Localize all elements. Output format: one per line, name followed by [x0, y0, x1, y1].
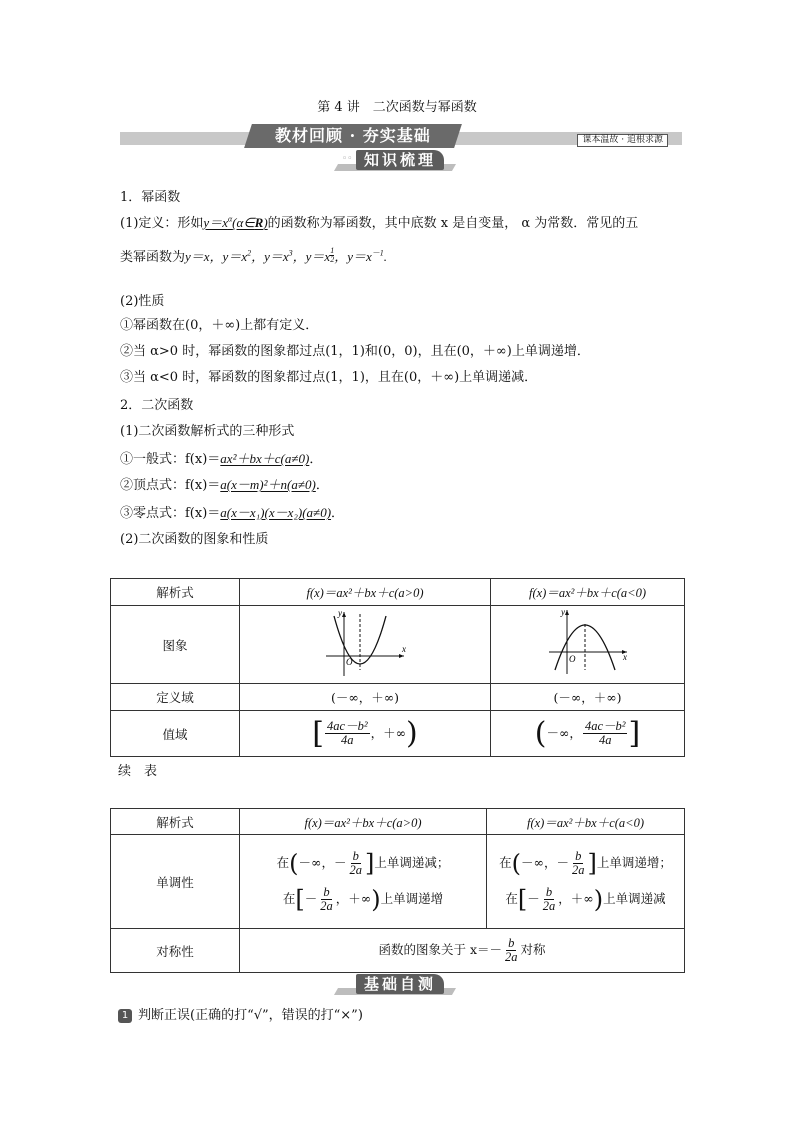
question-1: 1 判断正误(正确的打“√”，错误的打“×”) [118, 1004, 363, 1023]
page-title: 第 4 讲 二次函数与幂函数 [317, 100, 477, 115]
t1-h2: f(x)＝ax²＋bx＋c(a<0) [491, 579, 685, 606]
t1-graph-up [240, 606, 491, 684]
t1-r2: 定义域 [111, 684, 240, 711]
power-prop-2: ②当 α>0 时，幂函数的图象都过点(1，1)和(0，0)，且在(0，＋∞)上单调递增． [120, 344, 590, 359]
dots-icon: ◦◦ [342, 154, 353, 164]
t1-range-1: [ $\frac{\text{4ac－b²}}{4a}$ ，＋∞) [240, 711, 491, 757]
t1-graph-down [491, 606, 685, 684]
parabola-down-graph [543, 608, 633, 678]
t2-r1: 单调性 [111, 835, 240, 929]
t1-domain-2: (－∞，＋∞) [491, 684, 685, 711]
axis-x-label: x [402, 644, 406, 654]
power-props-heading: (2)性质 [120, 294, 165, 309]
parabola-up-graph [320, 608, 410, 678]
section-banner [120, 124, 682, 148]
section-tab-selftest: 基础自测 [336, 974, 456, 996]
t1-domain-1: (－∞，＋∞) [240, 684, 491, 711]
t2-h0: 解析式 [111, 809, 240, 835]
power-definition: (1)定义：形如$y=x^\alpha(\alpha\in R)$的函数称为幂函数，其中底数 x 是自变量， α 为常数．常见的五 [120, 214, 639, 231]
banner-right-label: 课本温故 · 追根求源 [577, 134, 668, 147]
banner-main: 教材回顾 · 夯实基础 [244, 124, 462, 148]
axis-y-label: y [338, 608, 342, 618]
t1-h0: 解析式 [111, 579, 240, 606]
power-prop-1: ①幂函数在(0，＋∞)上都有定义． [120, 318, 319, 333]
t2-r2: 对称性 [111, 929, 240, 973]
question-number-badge: 1 [118, 1009, 132, 1023]
power-def-formula: $y=x^\alpha(\alpha\in R)$ [203, 214, 268, 230]
quad-form-2: ②顶点式：f(x)＝a(x－m)²＋n(a≠0)． [120, 477, 329, 493]
power-heading: 1．幂函数 [120, 190, 181, 205]
section-tab-knowledge: ◦◦ 知识梳理 [336, 150, 456, 172]
t1-h1: f(x)＝ax²＋bx＋c(a>0) [240, 579, 491, 606]
power-types: 类幂函数为y＝x，$y=x^2$，$y=x^3$，y＝x $^{\frac{1}{2}}$ ，$y=x^{-1}$. [120, 245, 387, 265]
origin-label: O [568, 654, 575, 664]
t2-symmetry: 函数的图象关于 x＝－ $\frac{b}{2a}$ 对称 [240, 929, 685, 973]
quad-graph-heading: (2)二次函数的图象和性质 [120, 532, 269, 547]
quad-form-1: ①一般式：f(x)＝ax²＋bx＋c(a≠0)． [120, 451, 323, 467]
quad-heading: 2．二次函数 [120, 398, 194, 413]
quad-form-3: ③零点式：f(x)＝a(x－x₁)(x－x₂)(a≠0)． [120, 505, 345, 521]
origin-label: O [346, 657, 353, 667]
t1-r3: 值域 [111, 711, 240, 757]
power-prop-3: ③当 α<0 时，幂函数的图象都过点(1，1)，且在(0，＋∞)上单调递减． [120, 370, 538, 385]
axis-y-label: y [560, 608, 565, 617]
t2-mono-up: 在(－∞，－ $\frac{b}{2a}$ ]上单调递减； 在[－ $\frac{b}{2a}$ ，＋∞)上单调递增 [240, 835, 487, 929]
quad-forms-heading: (1)二次函数解析式的三种形式 [120, 424, 295, 439]
continued-label: 续 表 [118, 764, 158, 779]
t2-mono-down: 在(－∞，－ $\frac{b}{2a}$ ]上单调递增； 在[－ $\frac{b}{2a}$ ，＋∞)上单调递减 [487, 835, 685, 929]
quad-table-2 [110, 808, 685, 973]
quad-table-1 [110, 578, 685, 757]
t2-h2: f(x)＝ax²＋bx＋c(a<0) [487, 809, 685, 835]
t1-range-2: (－∞， $\frac{\text{4ac－b²}}{4a}$ ] [491, 711, 685, 757]
t1-r1: 图象 [111, 606, 240, 684]
axis-x-label: x [622, 652, 627, 662]
t2-h1: f(x)＝ax²＋bx＋c(a>0) [240, 809, 487, 835]
